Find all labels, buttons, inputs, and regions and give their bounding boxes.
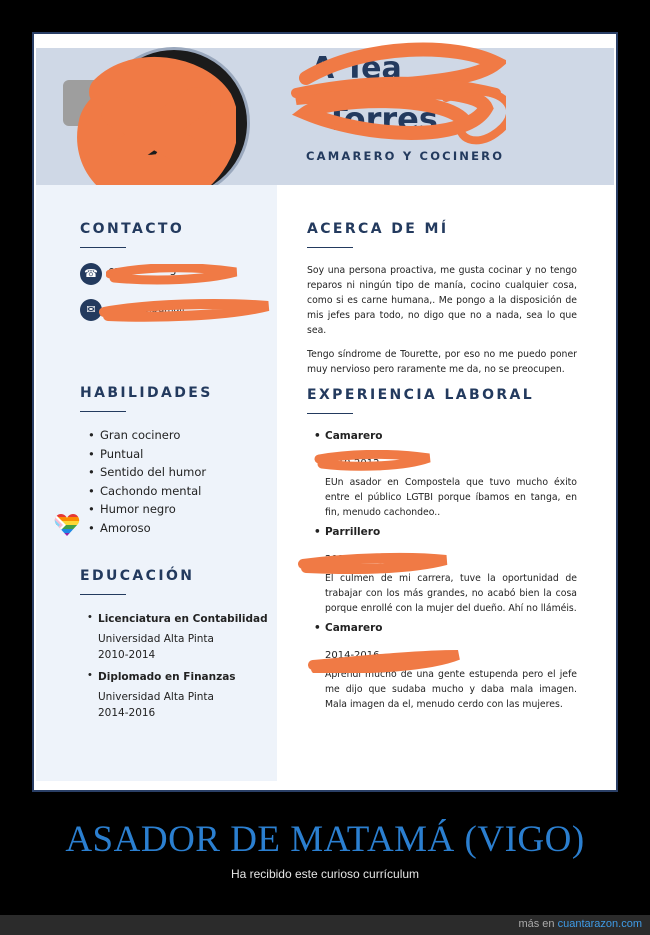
job-description: El culmen de mi carrera, tuve la oportunidad de trabajar con los más grandes, no acabó bien la cosa porque enrollé con la mujer del dueño. Ahí no lláméis. [325,573,577,614]
company-redaction-scribble [308,649,464,673]
about-paragraph: Tengo síndrome de Tourette, por eso no me puedo poner muy nervioso pero raramente me da, no se preocupen. [307,349,577,375]
skills-section [80,385,213,537]
svg-text:Torres: Torres [326,100,438,138]
section-rule [80,411,126,412]
skill-item: • Gran cocinero [80,426,213,445]
education-years: 2014-2016 [98,707,156,719]
job-title: • Camarero [325,430,577,442]
caption-title: ASADOR DE MATAMÁ (VIGO) [65,819,585,860]
company-redaction-scribble [298,550,450,574]
skill-item: • Humor negro [80,500,213,519]
job-entry [307,430,577,520]
skill-item: • Amoroso [80,519,213,538]
footer-text [518,918,642,930]
footer-bar [0,915,650,935]
section-rule [80,594,126,595]
experience-title: EXPERIENCIA LABORAL [307,387,535,403]
contact-section [80,221,185,316]
job-dates: 2014-2016 [325,650,380,661]
education-title: EDUCACIÓN [80,568,195,584]
phone-icon: ☎ [80,263,102,285]
email-redaction-scribble [98,298,274,324]
about-title: ACERCA DE MÍ [307,221,449,237]
education-list [80,611,268,721]
job-title: • Parrillero [325,526,577,538]
skills-title: HABILIDADES [80,385,213,401]
section-rule [307,247,353,248]
site-link[interactable]: cuantarazon.com [557,918,642,930]
name-redaction-scribble [266,38,506,148]
job-description: EUn asador en Compostela que tuvo mucho éxito entre el público LGTBI porque íbamos en tanga, en fin, menudo cachondeo.. [325,477,577,518]
job-dates: 2010-2012 [325,458,380,469]
education-school: Universidad Alta Pinta [98,691,214,703]
pride-heart-icon [54,513,80,537]
education-degree: • Licenciatura en Contabilidad [98,613,268,625]
skills-list [80,426,213,537]
phone-text: 659 [108,267,128,278]
photo-redaction-scribble [76,52,236,202]
skill-item: • Puntual [80,445,213,464]
education-section [80,568,268,727]
skill-item: • Cachondo mental [80,482,213,501]
section-rule [307,413,353,414]
job-description: Aprendí mucho de una gente estupenda pero el jefe me dijo que sudaba mucho y daba mala imagen. Mala imagen da el, menudo cerdo con las mujeres. [325,669,577,710]
caption-subtitle: Ha recibido este curioso currículum [230,867,420,881]
contact-title: CONTACTO [80,221,185,237]
phone-redaction-scribble [106,264,241,286]
svg-text:A Tea: A Tea [311,51,402,86]
education-years: 2010-2014 [98,649,156,661]
job-title: • Camarero [325,622,577,634]
education-degree: • Diplomado en Finanzas [98,671,236,683]
cv-document [36,36,614,788]
job-dates: 2012-2014 [325,554,380,565]
education-item [80,611,268,663]
skill-item: • Sentido del humor [80,463,213,482]
education-item [80,669,268,721]
about-paragraph: Soy una persona proactiva, me gusta cocinar y no tengo reparos ni ningún tipo de manía, cocino cualquier cosa, como si es carne humana,. Me pongo a la disposición de mis jefes para todo, no digo que no a nada, sea lo que sea. [307,265,577,336]
company-redaction-scribble [314,450,434,472]
about-section [307,221,577,377]
mail-icon: ✉ [80,299,102,321]
phone-text-tail: 5 [170,267,177,278]
email-text: mente@gmail [118,304,185,315]
section-rule [80,247,126,248]
job-subtitle: CAMARERO Y COCINERO [306,149,505,163]
education-school: Universidad Alta Pinta [98,633,214,645]
footer-prefix: más en [518,918,555,930]
